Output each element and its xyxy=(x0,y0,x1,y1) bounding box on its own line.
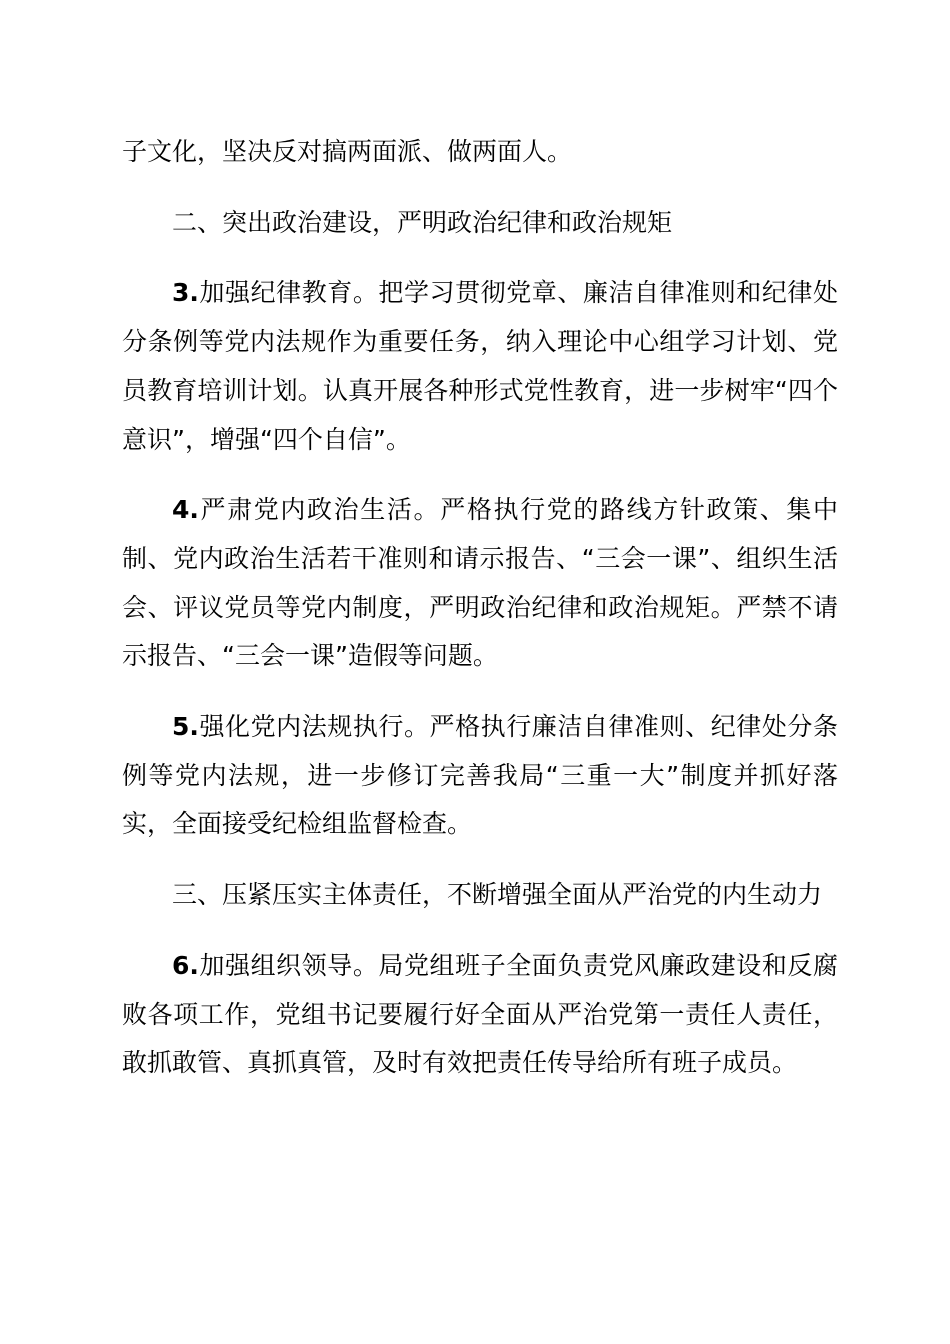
item-3-number: 3. xyxy=(172,278,199,308)
item-3-paragraph xyxy=(122,269,838,464)
item-5-text: 强化党内法规执行。严格执行廉洁自律准则、纪律处分条例等党内法规，进一步修订完善我局“三重一大”制度并抓好落实，全面接受纪检组监督检查。 xyxy=(122,712,838,839)
item-6-text: 加强组织领导。局党组班子全面负责党风廉政建设和反腐败各项工作，党组书记要履行好全面从严治党第一责任人责任，敢抓敢管、真抓真管，及时有效把责任传导给所有班子成员。 xyxy=(122,950,838,1078)
item-4-paragraph xyxy=(122,486,838,681)
item-5-number: 5. xyxy=(172,712,199,742)
item-6-paragraph xyxy=(122,942,838,1088)
item-3-text: 加强纪律教育。把学习贯彻党章、廉洁自律准则和纪律处分条例等党内法规作为重要任务，纳入理论中心组学习计划、党员教育培训计划。认真开展各种形式党性教育，进一步树牢“四个意识”，增强“四个自信”。 xyxy=(122,278,838,454)
item-4-number: 4. xyxy=(172,495,199,525)
section-heading-2: 二、突出政治建设，严明政治纪律和政治规矩 xyxy=(172,207,673,237)
item-4-text: 严肃党内政治生活。严格执行党的路线方针政策、集中制、党内政治生活若干准则和请示报告、“三会一课”、组织生活会、评议党员等党内制度，严明政治纪律和政治规矩。严禁不请示报告、“三会一课”造假等问题。 xyxy=(122,495,838,671)
item-5-paragraph xyxy=(122,703,838,849)
paragraph-continuation: 子文化，坚决反对搞两面派、做两面人。 xyxy=(122,137,573,166)
item-6-number: 6. xyxy=(172,950,199,980)
section-heading-3: 三、压紧压实主体责任，不断增强全面从严治党的内生动力 xyxy=(172,880,823,910)
document-body xyxy=(122,128,838,1088)
